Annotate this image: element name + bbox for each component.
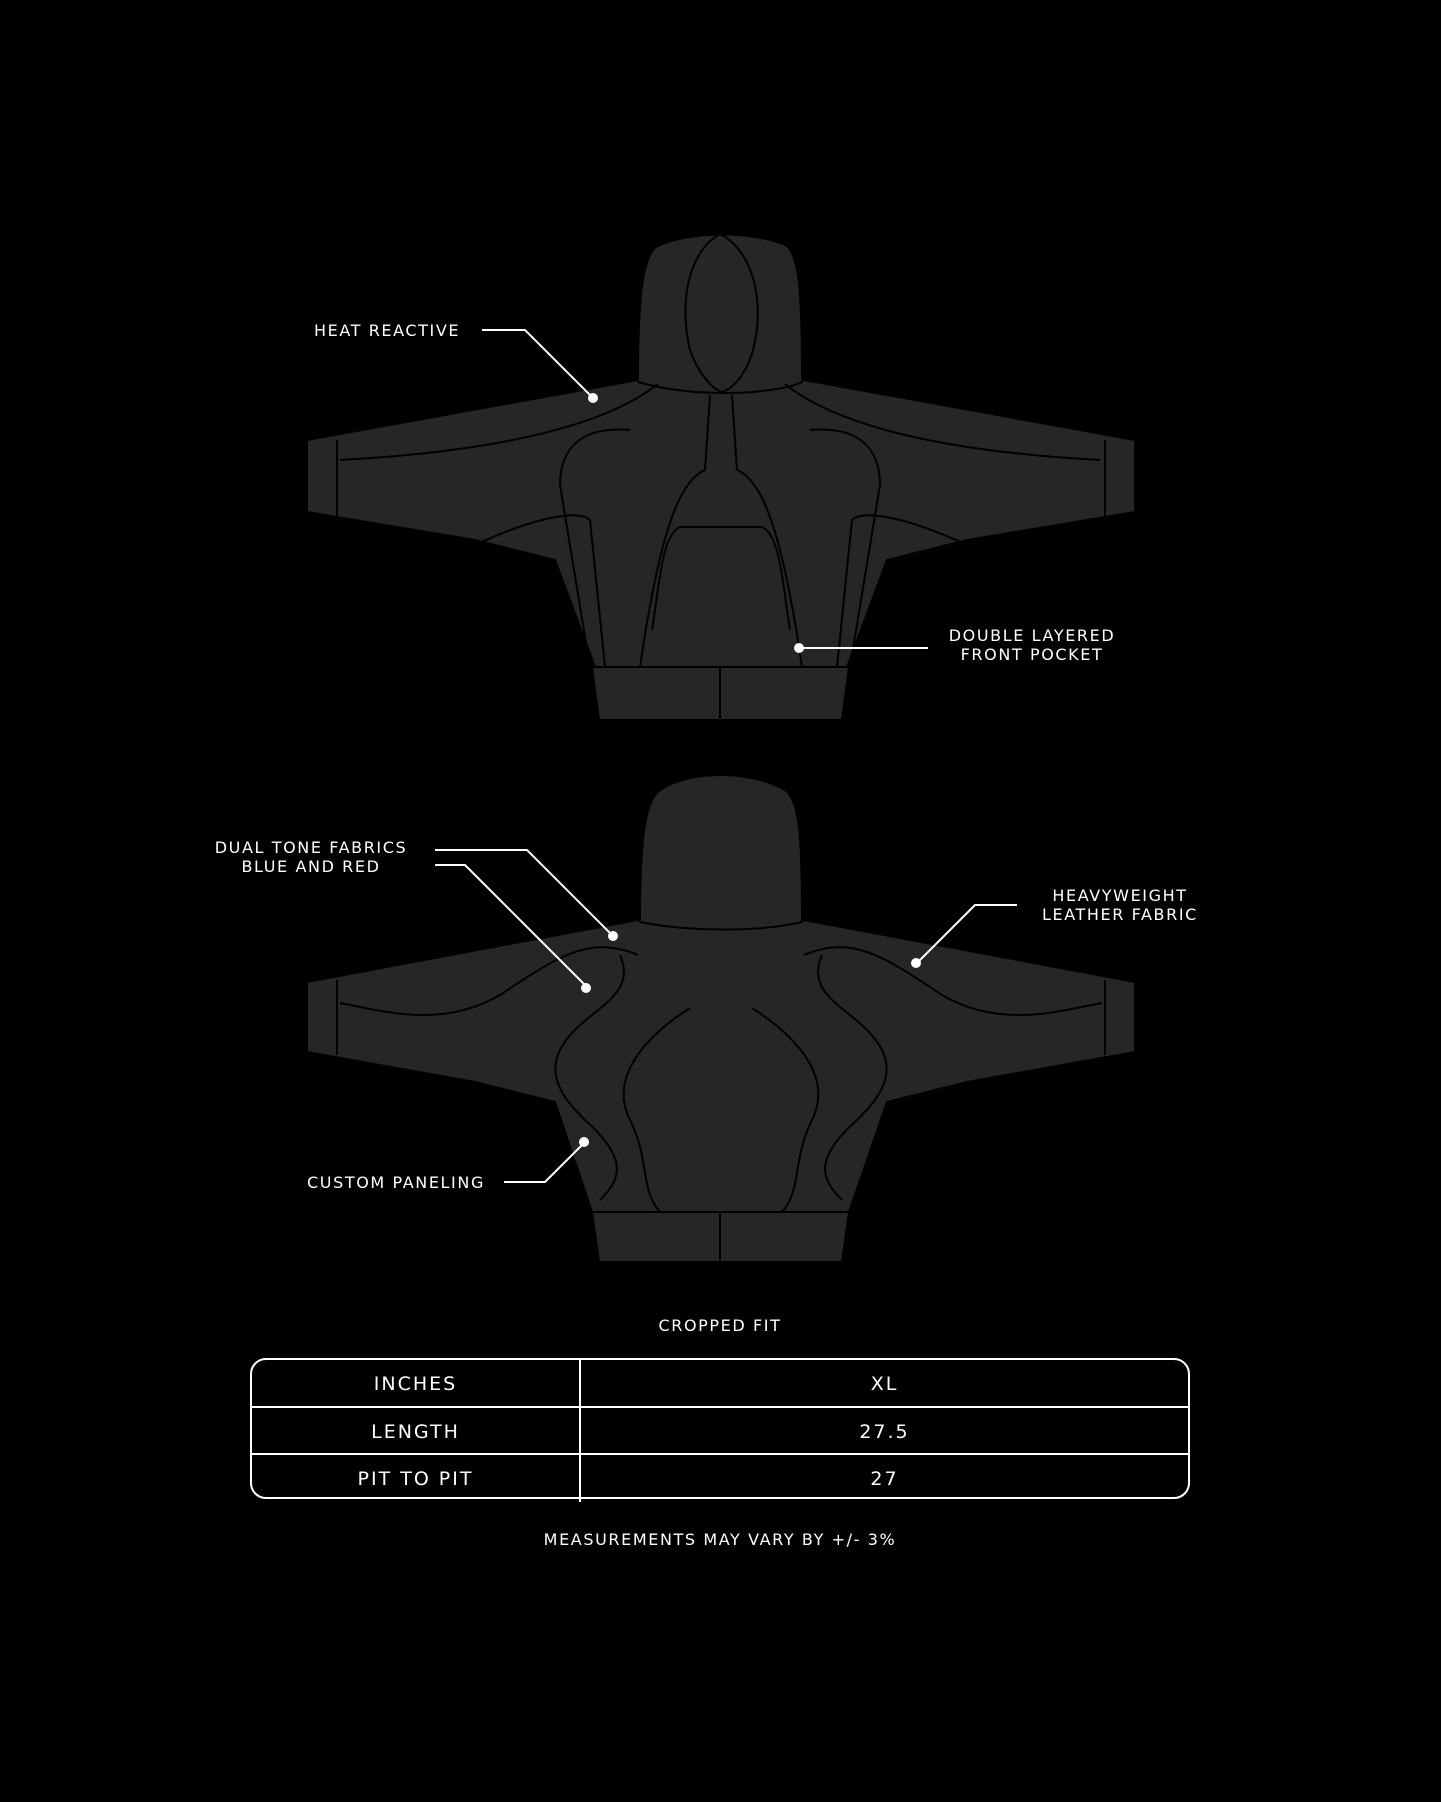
callout-leather-fabric [1020,886,1220,924]
callout-dual-tone-line2: BLUE AND RED [241,857,381,876]
dual-tone-marker-2 [581,983,591,993]
callout-custom-paneling: CUSTOM PANELING [307,1173,485,1192]
heat-reactive-marker [588,393,598,403]
table-row [252,1453,1188,1502]
table-row-label: PIT TO PIT [252,1455,581,1502]
table-row [252,1406,1188,1455]
dual-tone-marker-1 [608,931,618,941]
table-row-value: 27.5 [859,1420,910,1443]
fit-title: CROPPED FIT [658,1316,782,1335]
callout-front-pocket-line1: DOUBLE LAYERED [948,626,1116,645]
callout-dual-tone-line1: DUAL TONE FABRICS [214,838,408,857]
table-header-unit: INCHES [252,1360,581,1407]
callout-front-pocket-line2: FRONT POCKET [960,645,1104,664]
table-row-value: 27 [870,1467,899,1490]
table-header-row [252,1360,1188,1407]
callout-leather-line2: LEATHER FABRIC [1042,905,1198,924]
measurement-footnote: MEASUREMENTS MAY VARY BY +/- 3% [543,1530,897,1549]
callout-leather-line1: HEAVYWEIGHT [1052,886,1188,905]
callout-heat-reactive: HEAT REACTIVE [314,321,461,340]
leather-fabric-marker [911,958,921,968]
size-table [250,1358,1190,1499]
table-header-size: XL [870,1372,899,1395]
front-pocket-marker [794,643,804,653]
table-row-label: LENGTH [252,1408,581,1455]
callout-dual-tone [200,838,422,876]
custom-paneling-marker [579,1137,589,1147]
callout-front-pocket [932,626,1132,664]
